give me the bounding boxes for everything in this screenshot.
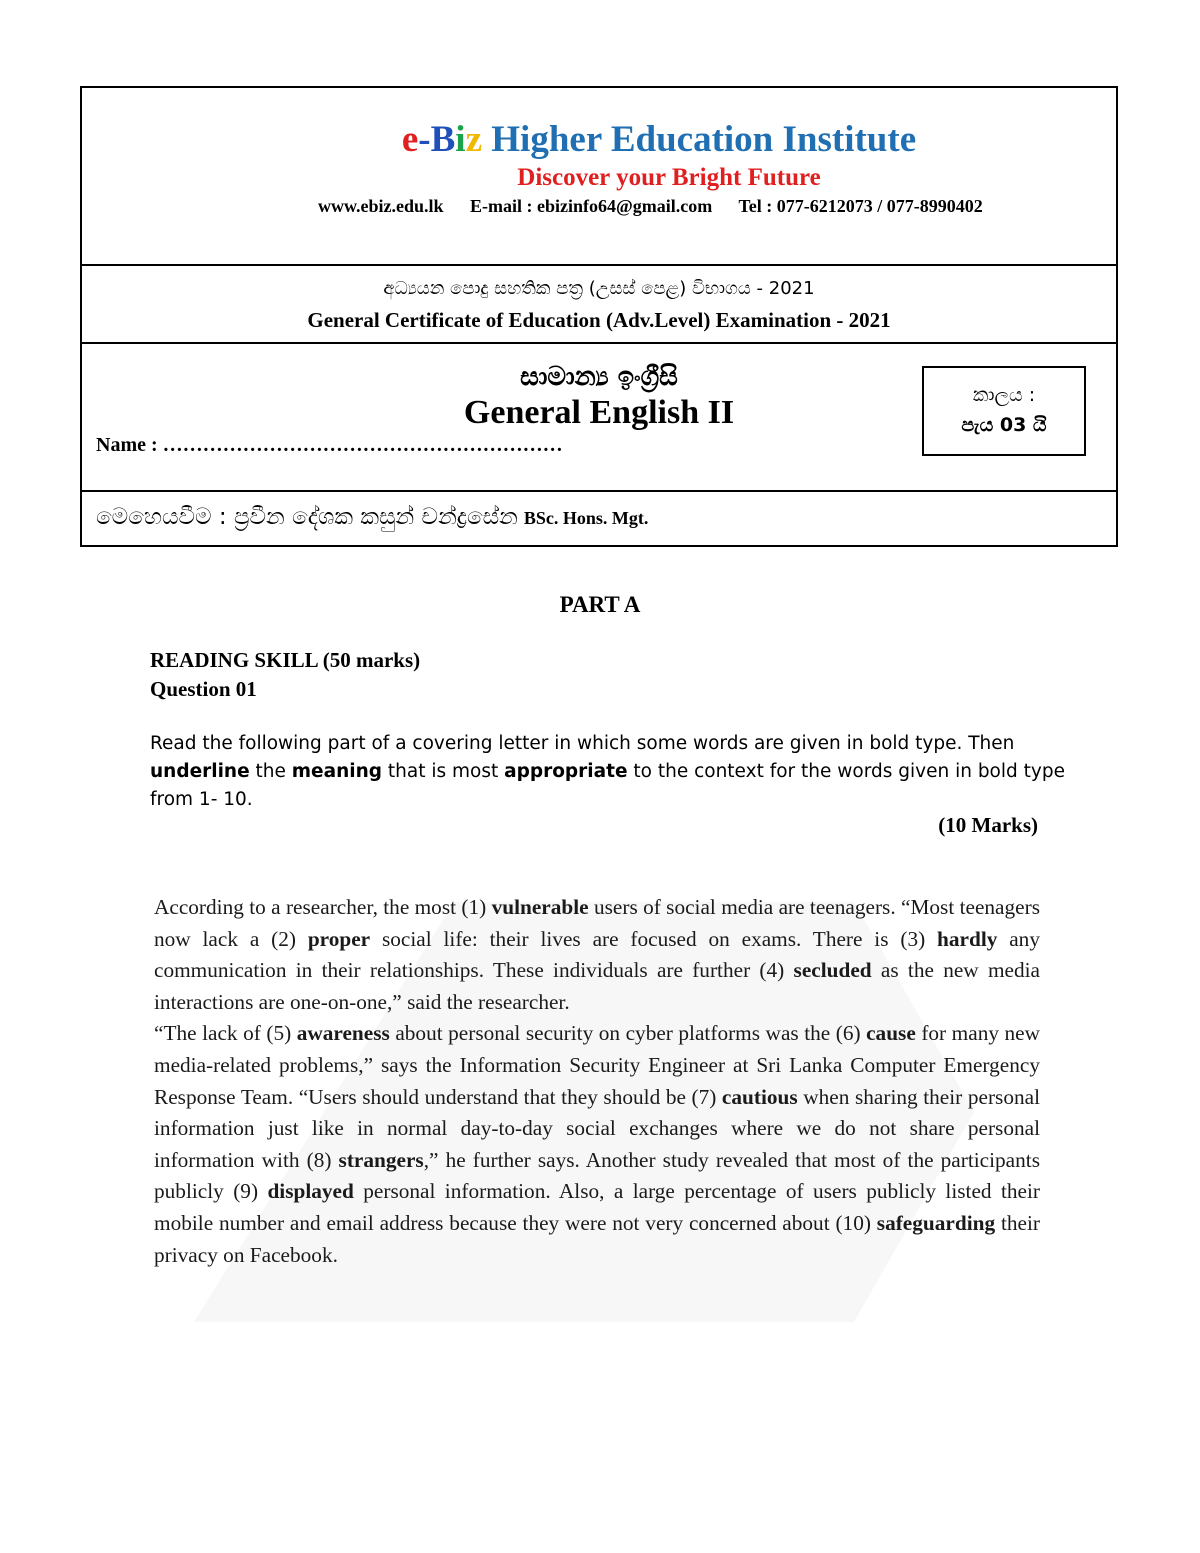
target-word: secluded: [793, 958, 872, 983]
marks-label: (10 Marks): [938, 813, 1038, 837]
logo-letter-b: B: [430, 119, 456, 160]
passage-fragment: users of social media are teenagers. “Most teenagers now lack a (2): [154, 895, 1040, 951]
exam-row: [82, 266, 1116, 344]
instruction-text: that is most: [382, 761, 505, 782]
passage-fragment: any communication in their relationships. These individuals are further (4): [154, 926, 1040, 983]
target-word: cautious: [721, 1084, 798, 1109]
passage-fragment: when sharing their personal information just like in normal day-to-day social exchanges where we do not share personal information with (8): [154, 1084, 1040, 1172]
part-title: PART A: [559, 592, 641, 617]
passage-text: [154, 892, 1040, 1271]
subject-title-sinhala: සාමාන්‍ය ඉංග්‍රීසි: [520, 362, 678, 392]
target-word: cause: [866, 1021, 916, 1046]
time-duration: පැය 03 යි: [961, 414, 1047, 436]
contact-line: [318, 196, 1005, 217]
target-word: proper: [307, 926, 371, 951]
target-word: strangers: [338, 1147, 424, 1172]
passage-fragment: for many new media-related problems,” says the Information Security Engineer at Sri Lanka Computer Emergency Response Team. “Users should understand that they should be (7): [154, 1021, 1040, 1109]
time-label: කාලය :: [972, 384, 1036, 406]
logo-letter-z: z: [465, 119, 483, 160]
phone-numbers: Tel : 077-6212073 / 077-8990402: [738, 196, 983, 216]
instruction-bold: appropriate: [504, 761, 628, 782]
website-link[interactable]: www.ebiz.edu.lk: [318, 196, 444, 216]
passage-fragment: “The lack of (5): [154, 1021, 297, 1046]
section-title: READING SKILL (50 marks): [150, 648, 421, 672]
name-field: Name : ……………………………………………………: [96, 434, 563, 456]
exam-title-english: General Certificate of Education (Adv.Level) Examination - 2021: [307, 308, 891, 332]
institute-name-rest: Higher Education Institute: [482, 119, 917, 160]
target-word: displayed: [267, 1179, 354, 1204]
reading-passage: [154, 892, 1040, 1332]
teacher-name: මෙහෙයවීම : ප්‍රවීන දේශක කසුන් චන්ද්‍රසේන: [96, 504, 518, 530]
instruction-bold: underline: [150, 761, 250, 782]
instruction-text: to the context for the words given in bold type from 1- 10.: [150, 761, 1065, 810]
passage-fragment: According to a researcher, the most (1): [154, 895, 492, 919]
instruction-bold: meaning: [291, 761, 383, 782]
question-instructions: [150, 730, 1070, 814]
logo-dash: -: [418, 119, 431, 160]
teacher-row: [82, 492, 1116, 547]
time-box: [922, 366, 1086, 456]
logo-letter-i: i: [455, 119, 466, 160]
email-link[interactable]: E-mail : ebizinfo64@gmail.com: [470, 196, 713, 216]
passage-fragment: personal information. Also, a large percentage of users publicly listed their mobile number and email address because they were not very concerned about (10): [154, 1179, 1040, 1235]
exam-title-sinhala: අධ්‍යයන පොදු සහතික පත්‍ර (උසස් පෙළ) විභාගය - 2021: [383, 278, 815, 299]
target-word: hardly: [937, 926, 998, 951]
teacher-qualifications: BSc. Hons. Mgt.: [523, 508, 649, 528]
instruction-text: the: [249, 761, 292, 782]
instruction-text: Read the following part of a covering letter in which some words are given in bold type. Then: [150, 733, 1015, 754]
subject-row: [82, 344, 1116, 492]
target-word: safeguarding: [876, 1210, 996, 1235]
logo-letter-e: e: [401, 119, 419, 160]
header-box: [80, 86, 1118, 547]
target-word: vulnerable: [491, 895, 589, 919]
question-title: Question 01: [150, 677, 257, 701]
passage-fragment: ,” he further says. Another study revealed that most of the participants publicly (9): [154, 1147, 1040, 1204]
passage-fragment: as the new media interactions are one-on-one,” said the researcher.: [154, 958, 1040, 1014]
teacher-line: [96, 504, 648, 530]
institute-header: [82, 88, 1116, 266]
target-word: awareness: [296, 1021, 390, 1046]
passage-fragment: social life: their lives are focused on exams. There is (3): [370, 926, 938, 951]
institute-name: [82, 118, 1116, 161]
passage-fragment: their privacy on Facebook.: [154, 1210, 1040, 1267]
subject-title-english: General English II: [463, 394, 735, 431]
tagline: Discover your Bright Future: [517, 164, 821, 191]
passage-fragment: about personal security on cyber platforms was the (6): [389, 1021, 867, 1046]
